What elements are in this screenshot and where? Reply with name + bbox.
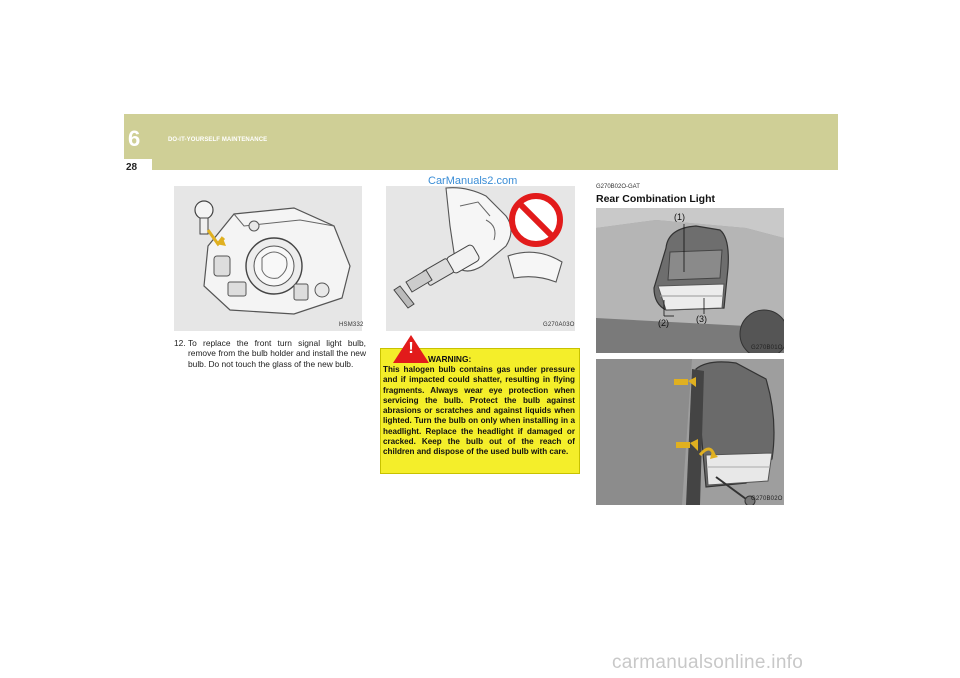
rear-light-removal-figure-code: G270B02O [751, 496, 783, 502]
headlamp-figure-code: HSM332 [339, 322, 364, 328]
page-number: 28 [126, 162, 138, 173]
rear-light-callout-2: (2) [658, 318, 669, 328]
warning-heading: WARNING: [428, 354, 472, 364]
step-text [174, 338, 366, 369]
section-title: Rear Combination Light [596, 193, 715, 205]
warning-text: This halogen bulb contains gas under pressure and if impacted could shatter, resulting in flying fragments. Always wear eye protection when servicing the bulb. Protect the bulb against abrasions or scratches and against liquids when lighted. Turn the bulb on only when installing in a headlight. Replace the headlight if damaged or cracked. Keep the bulb out of the reach of children and dispose of the used bulb with care. [383, 365, 575, 457]
rear-light-removal-figure [596, 359, 784, 505]
warning-exclamation-icon: ! [408, 340, 414, 357]
halogen-bulb-figure-code: G270A03O [543, 322, 575, 328]
headlamp-illustration [174, 186, 362, 331]
halogen-bulb-figure [386, 186, 575, 331]
rear-light-callout-1: (1) [674, 212, 685, 222]
rear-light-callout-3: (3) [696, 314, 707, 324]
chapter-title: DO-IT-YOURSELF MAINTENANCE [168, 137, 268, 143]
section-code: G270B02O-GAT [596, 184, 640, 190]
watermark-bottom[interactable]: carmanualsonline.info [612, 652, 804, 673]
watermark-top[interactable]: CarManuals2.com [428, 175, 518, 187]
rear-light-exterior-figure [596, 208, 784, 353]
headlamp-figure [174, 186, 362, 331]
step-number: 12. [174, 338, 186, 348]
rear-light-exterior-illustration [596, 208, 784, 353]
halogen-bulb-illustration [386, 186, 575, 331]
chapter-number: 6 [128, 126, 141, 151]
rear-light-removal-illustration [596, 359, 784, 505]
rear-light-exterior-figure-code: G270B01O [751, 345, 783, 351]
step-12 [174, 338, 366, 369]
step-text-body: To replace the front turn signal light bulb, remove from the bulb holder and install the new bulb. Do not touch the glass of the new bulb. [188, 338, 366, 369]
